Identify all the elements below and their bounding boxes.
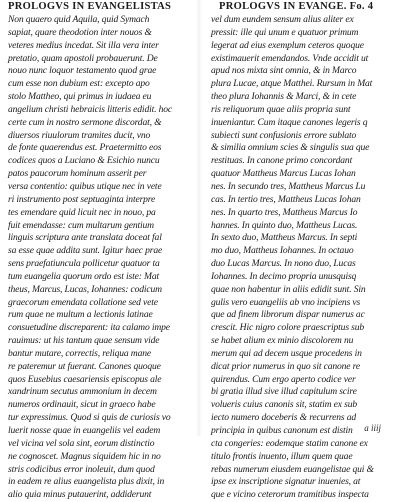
text-line: re pateremur ut fuerant. Canones quoque [8,360,161,372]
text-line: inueniantur. Cum itaque canones legeris q [211,116,368,128]
text-line: sapiat, quare theodotion inter nouos & [8,26,152,38]
text-line: quos Eusebius caesariensis episcopus ale [8,373,162,385]
text-line: stolo Mattheo, qui primus in iudaea eu [8,91,152,103]
text-line: quae non habentur in aliis edidit sunt. Sin [211,283,366,295]
text-line: Non quaero quid Aquila, quid Symach [8,14,150,25]
text-line: certe cum in nostro sermone discordat, & [8,116,162,128]
text-line: Iohannes. In decimo propria unusquisq [211,270,357,282]
text-line: nouo nunc loquor testamento quod grae [8,65,157,77]
signature-mark: a iiij [364,423,381,433]
text-line: veteres medius incedat. Sit illa vera inter [8,39,159,51]
text-line: sa esse quae addita sunt. Igitur haec prae [8,245,163,257]
text-line: bantur mutare, correctis, reliqua mane [8,347,151,359]
text-line: quirendus. Cum ergo aperto codice ver [211,373,356,385]
text-line: existimauerit emendandos. Vnde accidit ut [211,52,369,64]
text-line: hannes. In quinto duo, Mattheus Lucas. [211,219,358,231]
running-head-left: PROLOGVS IN EVANGELISTAS [8,1,172,12]
text-line: cas. In tertio tres, Mattheus Lucas Iohan [211,193,361,205]
text-line: cta congeries: eodemque statim canone ex [211,437,368,449]
text-line: consuetudine discreparent: ita calamo impe [8,322,170,334]
text-line: ri instrumento post septuaginta interpre [8,193,156,205]
text-line: codices quos a Luciano & Esichio nuncu [8,155,160,167]
text-line: ipse ex inscriptione signatur inuenies, at [211,476,361,488]
text-line: ne cognoscet. Magnus siquidem hic in no [8,450,161,462]
text-line: stris codicibus error inoleuit, dum quod [8,463,155,475]
right-page [211,0,393,501]
text-line: quatuor Mattheus Marcus Lucas Iohan [211,168,356,180]
text-line: legerat ad eius exemplum ceteros quoque [211,39,364,51]
text-line: rauimus: ut his tantum quae sensum vide [8,335,160,347]
text-line: graecorum emendata collatione sed vete [8,296,158,308]
text-line: nes. In secundo tres, Mattheus Marcus Lu [211,180,366,192]
text-line: In sexto duo, Mattheus Marcus. In septi [211,232,358,244]
text-line: restituas. In canone primo concordant [211,155,353,167]
text-line: pretatio, quam apostoli probauerunt. De [8,52,158,64]
page-gutter [196,0,202,436]
text-line: tum euangelia quorum ordo est iste: Mat [8,270,160,282]
text-line: theus, Marcus, Lucas, Iohannes: codicum [8,283,162,295]
text-line: nes. In quarto tres, Mattheus Marcus Io [211,206,358,218]
text-line: ris reliquorum quae aliis propria sunt [211,103,351,115]
text-line: apud nos mixta sint omnia, & in Marco [211,65,357,77]
text-line: luerit nosse quae in euangeliis vel eadem [8,425,161,436]
text-line: theo plura Iohannis & Marci, & in cete [211,91,357,103]
text-line: bi gratia illud sive illud capitulum scire [211,386,357,398]
text-line: principia in quibus canonum est distin [211,425,353,436]
text-line: angelium christi hebraicis litteris edidit. hoc [8,103,173,115]
text-line: que e vicino ceterorum tramitibus inspecta [211,489,369,501]
text-line: de fonte quaerendus est. Praetermitto eos [8,142,162,154]
left-page [8,0,190,501]
text-line: linguis scriptura ante translata doceat fal [8,232,162,244]
text-line: rebas numerum eiusdem euangelistae qui & [211,463,374,475]
text-line: tur expressimus. Quod si quis de curiosis vo [8,412,171,424]
text-line: numeros ordinauit, sicut in graeco habe [8,399,156,411]
text-line: cum esse non dubium est: excepto apo [8,78,150,90]
text-line: crescit. Hic nigro colore praescriptus sub [211,322,365,334]
text-line: patos paucorum hominum asserit per [8,168,147,180]
text-line: vel dum eundem sensum alius aliter ex [211,14,354,25]
text-line: versa contentio: quibus utique nec in vete [8,180,162,192]
text-line: alio quia minus putauerint, addiderunt [8,489,152,501]
text-line: tes emendare quid licuit nec in nouo, pa [8,206,156,218]
left-text-column [8,14,190,502]
text-line: merum qui ad decem usque procedens in [211,347,362,359]
running-head-right: PROLOGVS IN EVANGE. Fo. 4 [219,1,374,12]
text-line: volueris cuius canonis sit, statim ex sub [211,399,358,411]
text-line: se habet alium ex minio discolorem nu [211,335,354,347]
text-line: que ad finem librorum dispar numerus ac [211,309,365,321]
text-line: titulo frontis inuento, illum quem quae [211,450,353,462]
text-line: in eadem re alius euangelista plus dixit, in [8,476,165,488]
text-line: mo duo, Mattheus Iohannes. In octauo [211,245,354,257]
text-line: pressit: ille qui unum e quatuor primum [211,26,359,38]
text-line: fuit emendasse: cum multarum gentium [8,219,154,231]
text-line: gulis vero euangeliis ab vno incipiens vs [211,296,361,308]
text-line: vel vicina vel sola sint, eorum distinctio [8,437,155,449]
text-line: diuersos riuulorum tramites ducit, vno [8,129,151,141]
text-line: & similia omnium scies & singulis sua que [211,142,370,154]
text-line: iecto numero doceberis & recurrens ad [211,412,356,424]
text-line: dicat prior numerus in quo sit canone re [211,360,360,372]
text-line: rum quae ne multum a lectionis latinae [8,309,153,321]
text-line: sens praefatiuncula pollicetur quatuor ta [8,258,160,270]
text-line: xandrinum secutus ammonium in decem [8,386,157,398]
text-line: duo Lucas Marcus. In nono duo, Lucas [211,258,356,270]
text-line: subiecti sunt confusionis errore sublato [211,129,357,141]
text-line: plura Lucae, atque Matthei. Rursum in Mat [211,78,373,90]
